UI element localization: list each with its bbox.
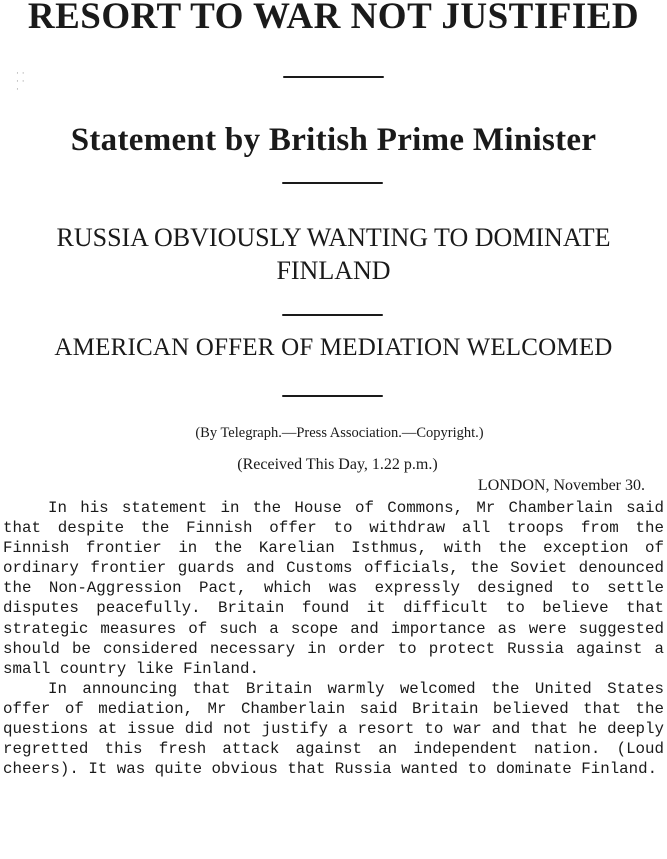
subheadline: Statement by British Prime Minister [70,122,597,158]
headline: RESORT TO WAR NOT JUSTIFIED [27,0,640,37]
deck-american-mediation: AMERICAN OFFER OF MEDIATION WELCOMED [54,334,613,361]
dateline: LONDON, November 30. [477,477,645,494]
divider-rule [282,182,383,184]
article-body [3,498,664,779]
divider-rule [283,76,384,78]
print-speck-marks: · · · · · [16,69,25,95]
article-paragraph: In his statement in the House of Commons, Mr Chamberlain said that despite the Finnish offer to withdraw all troops from the Finnish frontier in the Karelian Isthmus, with the exception of ordinary frontier guards and Customs officials, the Soviet denounced the Non-Aggression Pact, which was expressly designed to settle disputes peacefully. Britain found it difficult to believe that strategic measures of such a scope and importance as were suggested should be considered necessary in order to protect Russia against a small country like Finland. [3,499,664,678]
deck-russia-finland: RUSSIA OBVIOUSLY WANTING TO DOMINATE FINLAND [56,223,611,285]
divider-rule [282,314,383,316]
received-time: (Received This Day, 1.22 p.m.) [237,456,438,473]
article-paragraph: In announcing that Britain warmly welcomed the United States offer of mediation, Mr Chamberlain said Britain believed that the questions at issue did not justify a resort to war and that he deeply regretted this fresh attack against an independent nation. (Loud cheers). It was quite obvious that Russia wanted to dominate Finland. [3,679,664,779]
press-credit: (By Telegraph.—Press Association.—Copyright.) [195,425,484,441]
divider-rule [282,395,383,397]
